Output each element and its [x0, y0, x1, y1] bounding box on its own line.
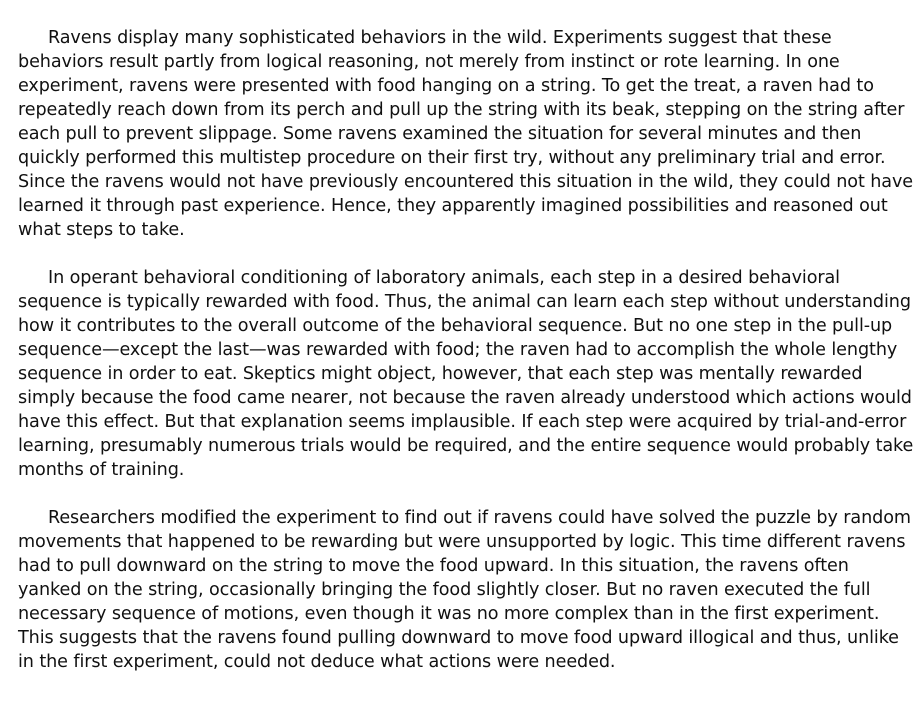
passage-paragraph-1: Ravens display many sophisticated behaviors in the wild. Experiments suggest that these behaviors result partly from logical reasoning, not merely from instinct or rote learning. In one experiment, ravens were presented with food hanging on a string. To get the treat, a raven had to repeatedly reach down from its perch and pull up the string with its beak, stepping on the string after each pull to prevent slippage. Some ravens examined the situation for several minutes and then quickly performed this multistep procedure on their first try, without any preliminary trial and error. Since the ravens would not have previously encountered this situation in the wild, they could not have learned it through past experience. Hence, they apparently imagined possibilities and reasoned out what steps to take.: [18, 28, 914, 240]
passage-paragraph-2: In operant behavioral conditioning of laboratory animals, each step in a desired behavioral sequence is typically rewarded with food. Thus, the animal can learn each step without understanding how it contributes to the overall outcome of the behavioral sequence. But no one step in the pull-up sequence—except the last—was rewarded with food; the raven had to accomplish the whole lengthy sequence in order to eat. Skeptics might object, however, that each step was mentally rewarded simply because the food came nearer, not because the raven already understood which actions would have this effect. But that explanation seems implausible. If each step were acquired by trial-and-error learning, presumably numerous trials would be required, and the entire sequence would probably take months of training.: [18, 268, 914, 480]
passage-paragraph-3: Researchers modified the experiment to find out if ravens could have solved the puzzle by random movements that happened to be rewarding but were unsupported by logic. This time different ravens had to pull downward on the string to move the food upward. In this situation, the ravens often yanked on the string, occasionally bringing the food slightly closer. But no raven executed the full necessary sequence of motions, even though it was no more complex than in the first experiment. This suggests that the ravens found pulling downward to move food upward illogical and thus, unlike in the first experiment, could not deduce what actions were needed.: [18, 508, 911, 672]
reading-passage: [18, 26, 914, 674]
